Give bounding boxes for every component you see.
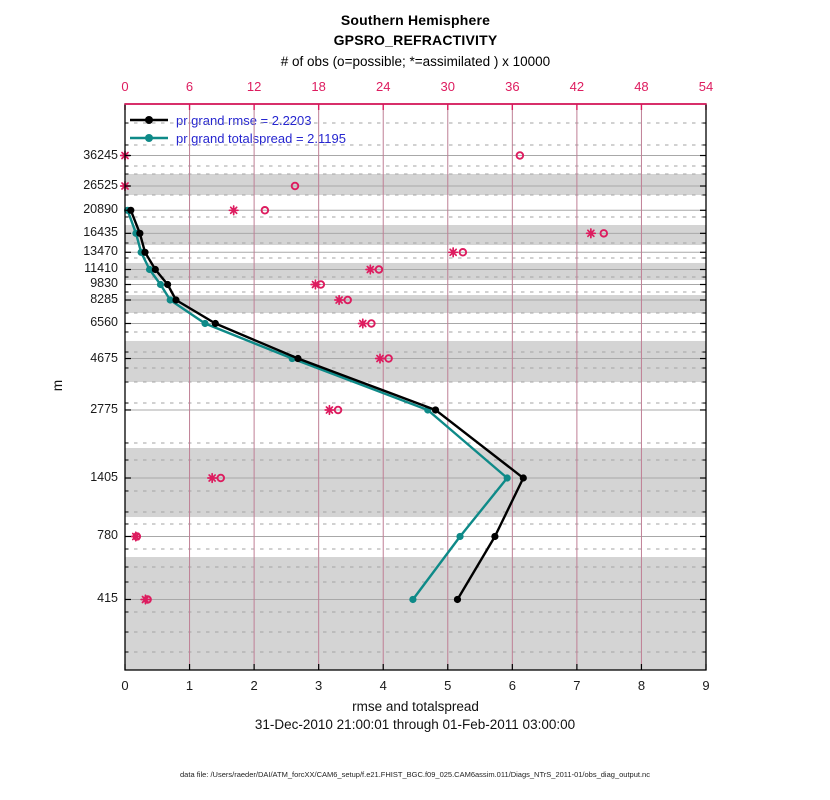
totalspread-point	[201, 320, 208, 327]
y-axis-tick-label: 20890	[83, 202, 118, 217]
obs-count-axis-label: # of obs (o=possible; *=assimilated ) x 10000	[280, 54, 551, 69]
x-axis-tick-label: 6	[508, 678, 516, 693]
y-axis-tick-label: 36245	[83, 147, 118, 162]
top-axis-tick-label: 0	[121, 79, 129, 94]
background-band	[125, 557, 706, 670]
top-axis-tick-label: 42	[569, 79, 585, 94]
x-axis-label: rmse and totalspread	[352, 699, 479, 714]
x-axis-tick-label: 5	[444, 678, 452, 693]
y-axis-tick-label: 1405	[90, 470, 118, 484]
rmse-point	[520, 474, 527, 481]
y-axis-tick-label: 415	[97, 591, 118, 606]
x-axis-tick-label: 1	[185, 678, 194, 693]
top-axis-tick-label: 36	[505, 79, 520, 94]
y-axis-tick-label: 780	[97, 528, 118, 543]
y-axis-tick-label: 26525	[83, 178, 118, 192]
rmse-point	[164, 281, 171, 288]
rmse-point	[136, 230, 143, 237]
assimilated-count-marker	[366, 265, 375, 274]
assimilated-count-marker	[229, 206, 238, 215]
y-axis-tick-label: 16435	[83, 225, 118, 240]
rmse-point	[152, 266, 159, 273]
x-axis-tick-label: 8	[637, 678, 646, 693]
top-axis-tick-label: 12	[246, 79, 262, 94]
y-axis-tick-label: 4675	[90, 350, 118, 365]
chart-title-region: Southern Hemisphere	[340, 12, 491, 28]
rmse-point	[454, 596, 461, 603]
background-band	[125, 295, 706, 313]
background-band	[125, 341, 706, 382]
assimilated-count-marker	[376, 354, 385, 363]
rmse-point	[172, 296, 179, 303]
top-axis-tick-label: 30	[440, 79, 455, 94]
background-band	[125, 174, 706, 195]
x-axis-tick-label: 9	[702, 678, 710, 693]
y-axis-tick-label: 13470	[83, 244, 118, 259]
y-axis-tick-label: 8285	[90, 292, 118, 306]
date-range-label: 31-Dec-2010 21:00:01 through 01-Feb-2011 03:00:00	[254, 717, 576, 732]
assimilated-count-marker	[208, 474, 217, 483]
profile-plot	[125, 104, 706, 670]
rmse-point	[212, 320, 219, 327]
totalspread-point	[157, 281, 164, 288]
y-axis-tick-label: 6560	[90, 315, 118, 330]
y-axis-tick-label: 2775	[90, 401, 118, 416]
x-axis-tick-label: 0	[121, 678, 129, 693]
assimilated-count-marker	[449, 248, 458, 257]
legend-label-rmse: pr grand rmse = 2.2203	[176, 112, 312, 128]
data-file-path: data file: /Users/raeder/DAI/ATM_forcXX/CAM6_setup/f.e21.FHIST_BGC.f09_025.CAM6assim.011/Diags_NTrS_2011-01/obs_diag_output.nc	[180, 770, 650, 779]
assimilated-count-marker	[358, 319, 367, 328]
rmse-point	[141, 249, 148, 256]
top-axis-tick-label: 18	[311, 79, 326, 94]
top-axis-tick-label: 6	[185, 79, 194, 94]
rmse-point	[432, 406, 439, 413]
top-axis-tick-label: 24	[375, 79, 391, 94]
x-axis-tick-label: 2	[250, 678, 258, 693]
top-axis-tick-label: 54	[698, 79, 714, 94]
totalspread-point	[409, 596, 416, 603]
x-axis-tick-label: 4	[379, 678, 387, 693]
x-axis-tick-label: 3	[315, 678, 323, 693]
top-axis-tick-label: 48	[634, 79, 649, 94]
rmse-point	[491, 533, 498, 540]
y-axis-label: m	[50, 379, 66, 392]
legend-label-totalspread: pr grand totalspread = 2.1195	[176, 130, 346, 146]
y-axis-tick-label: 11410	[84, 261, 118, 276]
rmse-point	[294, 355, 301, 362]
assimilated-count-marker	[335, 296, 344, 305]
background-band	[125, 225, 706, 245]
totalspread-point	[504, 474, 511, 481]
x-axis-tick-label: 7	[573, 678, 581, 693]
assimilated-count-marker	[587, 229, 596, 238]
y-axis-tick-label: 9830	[90, 276, 118, 291]
assimilated-count-marker	[325, 406, 334, 415]
chart-title-variable: GPSRO_REFRACTIVITY	[333, 32, 498, 48]
totalspread-point	[456, 533, 463, 540]
